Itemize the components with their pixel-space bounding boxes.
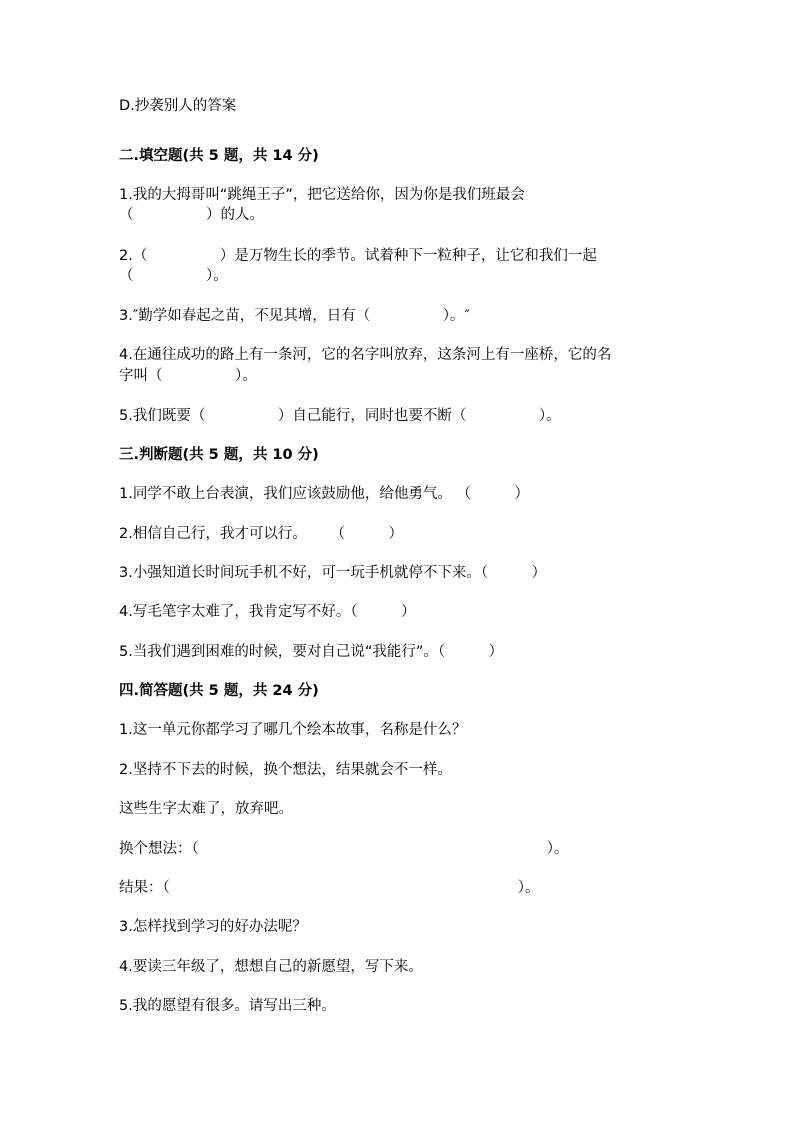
question-2-2-cont: （ ）。 <box>119 268 228 284</box>
question-3-3: 3.小强知道长时间玩手机不好，可一玩手机就停不下来。（ ） <box>119 565 547 581</box>
question-4-1: 1.这一单元你都学习了哪几个绘本故事，名称是什么？ <box>119 722 467 738</box>
question-2-4: 4.在通往成功的路上有一条河，它的名字叫放弃，这条河上有一座桥，它的名 <box>119 347 612 363</box>
section-3-title: 三.判断题(共 5 题，共 10 分) <box>119 447 319 463</box>
question-3-2: 2.相信自己行，我才可以行。 （ ） <box>119 526 404 542</box>
question-3-5: 5.当我们遇到困难的时候，要对自己说“我能行”。（ ） <box>119 644 504 660</box>
question-2-1: 1.我的大拇哥叫“跳绳王子”，把它送给你，因为你是我们班最会 <box>119 187 525 203</box>
question-2-1-cont: （ ）的人。 <box>119 207 264 223</box>
question-2-3: 3.″勤学如春起之苗，不见其增，日有（ ）。″ <box>119 308 470 324</box>
question-4-2-result: 结果：（ ）。 <box>119 880 540 896</box>
question-2-5: 5.我们既要（ ）自己能行，同时也要不断（ ）。 <box>119 408 561 424</box>
question-3-1: 1.同学不敢上台表演，我们应该鼓励他，给他勇气。 （ ） <box>119 486 529 502</box>
question-4-2-example: 这些生字太难了，放弃吧。 <box>119 801 293 817</box>
section-4-title: 四.简答题(共 5 题，共 24 分) <box>119 683 319 699</box>
prev-option-d: D.抄袭别人的答案 <box>119 98 237 114</box>
section-2-title: 二.填空题(共 5 题，共 14 分) <box>119 148 319 164</box>
question-2-4-cont: 字叫（ ）。 <box>119 368 257 384</box>
question-2-2: 2.（ ）是万物生长的季节。试着种下一粒种子，让它和我们一起 <box>119 248 597 264</box>
question-4-3: 3.怎样找到学习的好办法呢？ <box>119 919 307 935</box>
question-4-2: 2.坚持不下去的时候，换个想法，结果就会不一样。 <box>119 762 452 778</box>
question-4-4: 4.要读三年级了，想想自己的新愿望，写下来。 <box>119 959 423 975</box>
question-3-4: 4.写毛笔字太难了，我肯定写不好。（ ） <box>119 604 416 620</box>
question-4-2-change: 换个想法：（ ）。 <box>119 841 569 857</box>
question-4-5: 5.我的愿望有很多。请写出三种。 <box>119 998 336 1014</box>
